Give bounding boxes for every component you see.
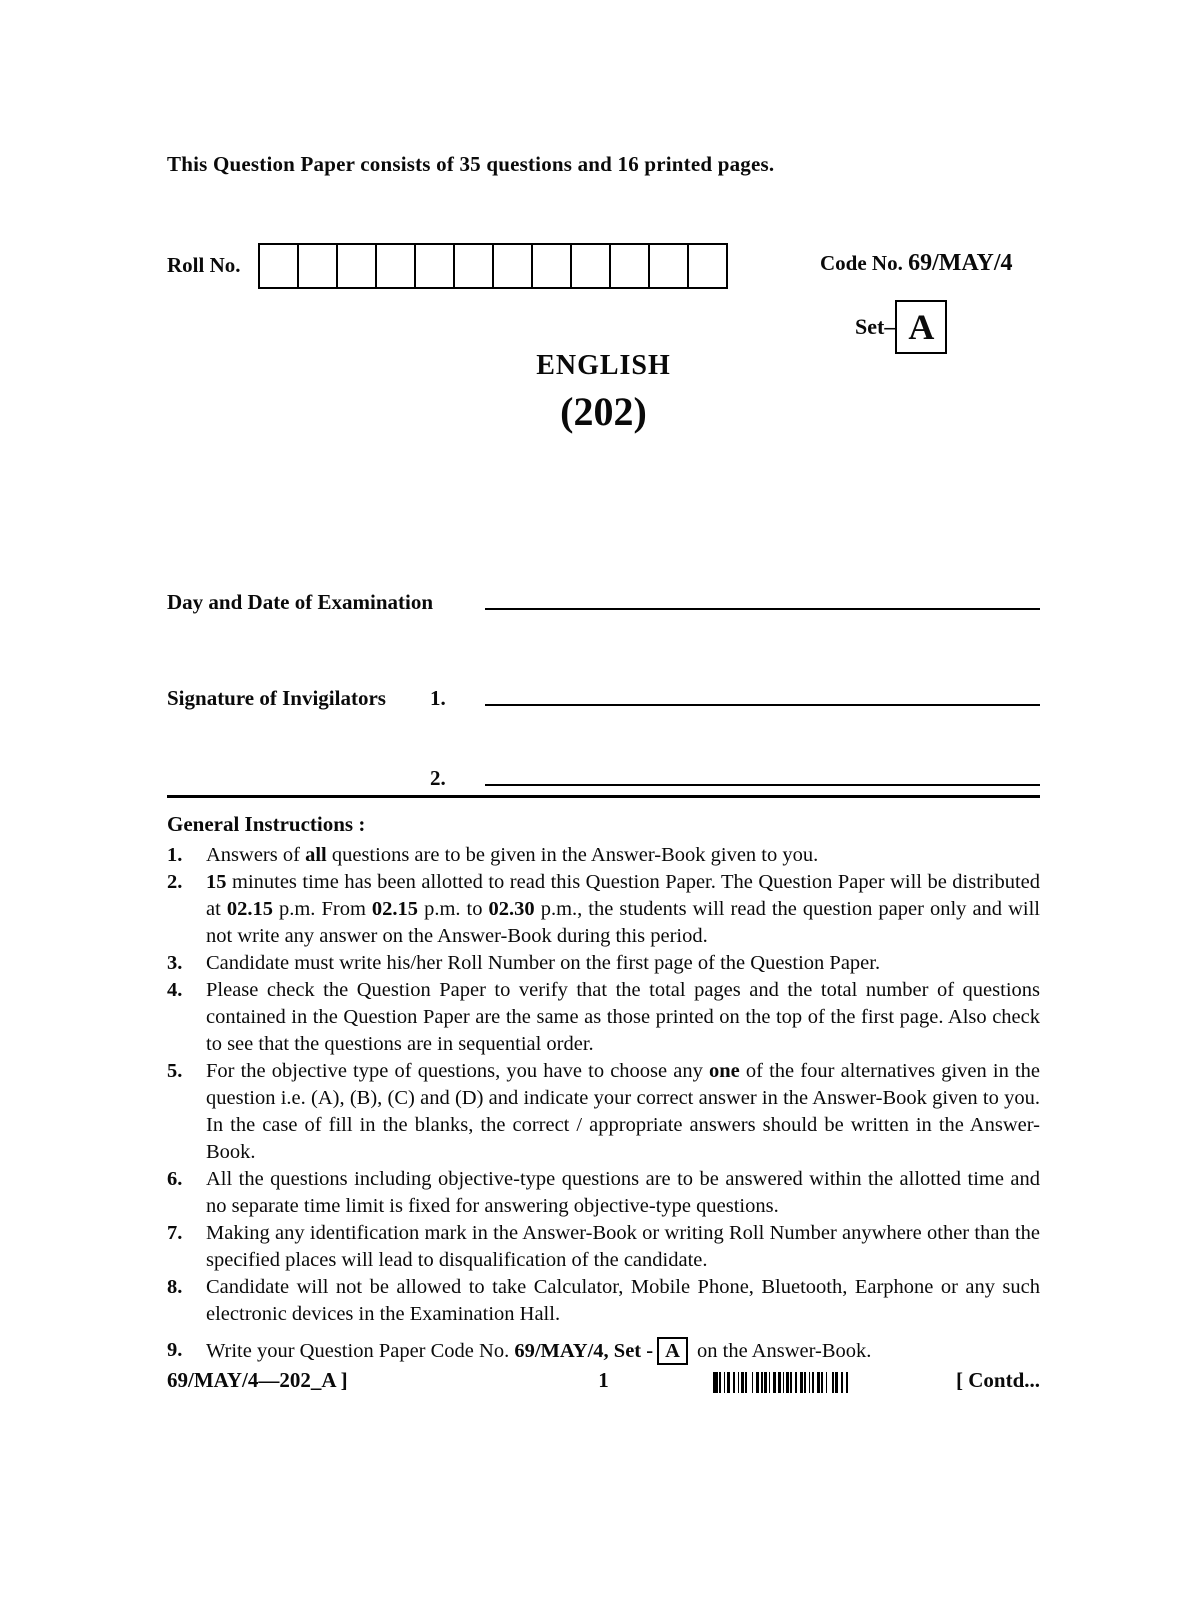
roll-no-cell — [297, 243, 338, 289]
instruction-number: 3. — [167, 952, 183, 974]
instruction-text: Write your Question Paper Code No. 69/MAY/4, Set - A on the Answer-Book. — [206, 1337, 1040, 1365]
instruction-item — [167, 1166, 1040, 1220]
code-no-value: 69/MAY/4 — [908, 250, 1013, 276]
subject-code: (202) — [560, 389, 647, 434]
signature-label: Signature of Invigilators — [167, 686, 386, 710]
instruction-number: 8. — [167, 1276, 183, 1298]
signature-2-number: 2. — [430, 766, 446, 790]
instruction-text: Candidate will not be allowed to take Calculator, Mobile Phone, Bluetooth, Earphone or any such electronic devices in the Examination Hall. — [206, 1276, 1040, 1325]
footer-page-number: 1 — [598, 1368, 609, 1392]
roll-no-label: Roll No. — [167, 253, 241, 277]
instruction-number: 6. — [167, 1168, 183, 1190]
subject-title: ENGLISH — [536, 350, 671, 381]
roll-no-cell — [648, 243, 689, 289]
paper-header-note: This Question Paper consists of 35 questions and 16 printed pages. — [167, 152, 775, 176]
instruction-item — [167, 1058, 1040, 1166]
barcode — [713, 1372, 926, 1393]
instruction-text: All the questions including objective-type questions are to be answered within the allotted time and no separate time limit is fixed for answering objective-type questions. — [206, 1168, 1040, 1217]
roll-no-cell — [687, 243, 728, 289]
signature-1-number: 1. — [430, 686, 446, 710]
instruction-item — [167, 869, 1040, 950]
instruction-text: Making any identification mark in the Answer-Book or writing Roll Number anywhere other than the specified places will lead to disqualification of the candidate. — [206, 1222, 1040, 1271]
roll-no-cell — [375, 243, 416, 289]
instruction-item — [167, 977, 1040, 1058]
instruction-number: 5. — [167, 1060, 183, 1082]
roll-no-cell — [531, 243, 572, 289]
set-label: Set– — [855, 314, 896, 339]
roll-no-cell — [414, 243, 455, 289]
roll-no-cell — [453, 243, 494, 289]
roll-no-cell — [609, 243, 650, 289]
instruction-text: For the objective type of questions, you have to choose any one of the four alternatives given in the question i.e. (A), (B), (C) and (D) and indicate your correct answer in the Answer-Book given to you. In the case of fill in the blanks, the correct / appropriate answers should be written in the Answer-Book. — [206, 1060, 1041, 1163]
instruction-item — [167, 1337, 1040, 1365]
footer-contd-label: [ Contd... — [955, 1368, 1040, 1392]
instruction-text: 15 minutes time has been allotted to read this Question Paper. The Question Paper will be distributed at 02.15 p.m. From 02.15 p.m. to 02.30 p.m., the students will read the question paper only and will not write any answer on the Answer-Book during this period. — [206, 871, 1040, 947]
set-letter-box: A — [895, 300, 947, 354]
signature-1-blank-line — [485, 704, 1040, 706]
instruction-number: 9. — [167, 1339, 183, 1361]
roll-no-cell — [570, 243, 611, 289]
general-instructions-title: General Instructions : — [167, 812, 366, 836]
roll-no-grid — [258, 243, 728, 289]
day-date-blank-line — [485, 608, 1040, 610]
instruction-item — [167, 950, 1040, 977]
instruction-text: Please check the Question Paper to verify that the total pages and the total number of questions contained in the Question Paper are the same as those printed on the top of the first page. Also check to see that the questions are in sequential order. — [206, 979, 1040, 1055]
instruction-item — [167, 1274, 1040, 1328]
instruction-item — [167, 1220, 1040, 1274]
instruction-number: 4. — [167, 979, 183, 1001]
instruction-number: 2. — [167, 871, 183, 893]
boxed-set-letter: A — [657, 1337, 688, 1365]
instruction-number: 1. — [167, 844, 183, 866]
footer-paper-code: 69/MAY/4—202_A ] — [167, 1368, 348, 1392]
roll-no-cell — [492, 243, 533, 289]
set-group — [855, 300, 947, 354]
signature-2-blank-line — [485, 784, 1040, 786]
code-no-group — [820, 250, 1013, 277]
day-date-label: Day and Date of Examination — [167, 590, 434, 614]
instruction-text: Answers of all questions are to be given in the Answer-Book given to you. — [206, 844, 819, 866]
instruction-item — [167, 842, 1040, 869]
code-no-label: Code No. — [820, 251, 903, 275]
instruction-text: Candidate must write his/her Roll Number on the first page of the Question Paper. — [206, 952, 881, 974]
general-instructions-list — [167, 842, 1040, 1365]
instruction-number: 7. — [167, 1222, 183, 1244]
roll-no-cell — [336, 243, 377, 289]
roll-no-cell — [258, 243, 299, 289]
section-divider-rule — [167, 795, 1040, 798]
